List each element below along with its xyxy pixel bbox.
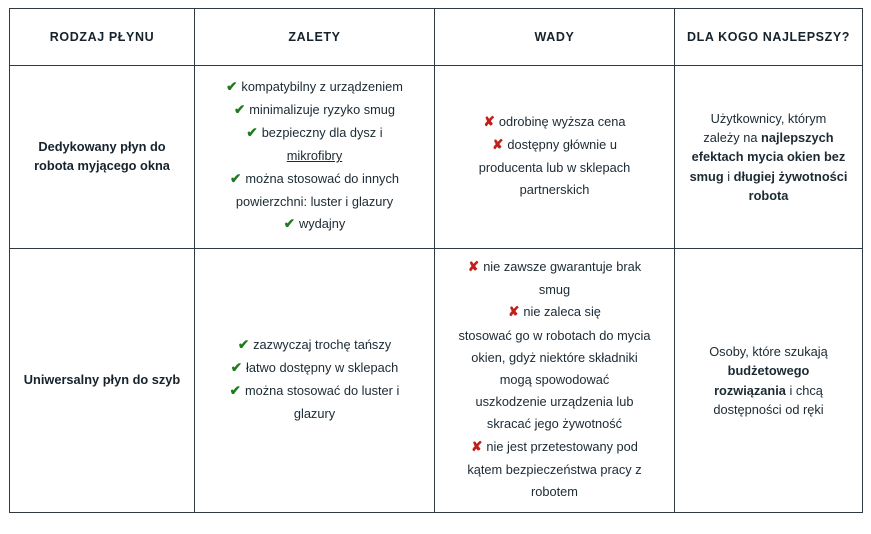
check-icon: ✔	[229, 383, 241, 399]
row-label-line1: Uniwersalny płyn do szyb	[23, 372, 181, 388]
row-label-line1: Dedykowany płyn do	[38, 139, 166, 155]
list-item-continuation: robotem	[531, 484, 578, 500]
row-label-line2: robota myjącego okna	[34, 158, 170, 173]
table-header	[10, 9, 863, 66]
audience-bold1: najlepszych	[761, 130, 834, 146]
list-item-continuation: okien, gdyż niektóre składniki	[471, 349, 638, 365]
column-header-type: RODZAJ PŁYNU	[10, 9, 195, 66]
list-item: ✔ można stosować do innych	[230, 170, 399, 186]
row-label-universal-fluid	[10, 249, 195, 513]
pros-cell-universal	[195, 249, 435, 513]
list-item-continuation: partnerskich	[519, 182, 590, 198]
list-item-continuation: glazury	[293, 406, 336, 422]
check-icon: ✔	[230, 359, 243, 375]
audience-bold2: rozwiązania	[714, 382, 786, 398]
list-item: ✘ odrobinę wyższa cena	[483, 113, 626, 129]
cross-icon: ✘	[483, 113, 495, 129]
audience-line3: dostępności od ręki	[713, 401, 824, 417]
table-body	[10, 66, 863, 513]
cons-list	[445, 257, 664, 501]
check-icon: ✔	[246, 125, 258, 141]
pros-list	[205, 77, 424, 235]
list-item: ✔ zazwyczaj trochę tańszy	[237, 336, 392, 352]
cross-icon: ✘	[492, 136, 504, 152]
column-header-audience: DLA KOGO NAJLEPSZY?	[675, 9, 863, 66]
cons-cell-universal	[435, 249, 675, 513]
audience-conj: i chcą	[785, 382, 823, 398]
list-item-continuation: skracać jego żywotność	[486, 416, 623, 432]
check-icon: ✔	[233, 101, 246, 117]
audience-bold1: budżetowego	[727, 363, 810, 379]
audience-line2-prefix: zależy na	[703, 130, 762, 146]
audience-line1: Osoby, które szukają	[709, 344, 828, 360]
check-icon: ✔	[226, 78, 238, 94]
list-item-continuation: stosować go w robotach do mycia	[458, 327, 651, 343]
cross-icon: ✘	[467, 259, 480, 274]
table-row	[10, 249, 863, 513]
audience-bold2: efektach mycia okien bez	[691, 149, 846, 165]
list-item-continuation: mikrofibry	[286, 148, 343, 164]
comparison-table	[9, 8, 863, 513]
table-row	[10, 66, 863, 249]
list-item: ✘ nie zawsze gwarantuje brak	[467, 259, 642, 274]
check-icon: ✔	[237, 336, 250, 352]
list-item-continuation: mogą spowodować	[499, 372, 610, 388]
list-item-continuation: smug	[538, 282, 571, 298]
column-header-pros: ZALETY	[195, 9, 435, 66]
list-item-continuation: uszkodzenie urządzenia lub	[475, 394, 634, 410]
list-item: ✔ łatwo dostępny w sklepach	[230, 359, 399, 375]
header-row	[10, 9, 863, 66]
audience-bold3: długiej żywotności	[733, 168, 848, 184]
cons-list	[445, 112, 664, 200]
pros-cell-dedicated	[195, 66, 435, 249]
comparison-sheet	[0, 8, 871, 534]
audience-bold-smug: smug	[689, 168, 724, 184]
list-item-continuation: powierzchni: luster i glazury	[235, 193, 394, 209]
list-item: ✔ można stosować do luster i	[229, 383, 400, 399]
row-label-dedicated-fluid	[10, 66, 195, 249]
list-item: ✔ wydajny	[283, 216, 346, 232]
list-item: ✔ kompatybilny z urządzeniem	[226, 78, 403, 94]
audience-conj: i	[723, 168, 734, 184]
pros-list	[205, 335, 424, 424]
list-item: ✘ dostępny głównie u	[492, 136, 617, 152]
cross-icon: ✘	[471, 438, 483, 454]
list-item: ✔ minimalizuje ryzyko smug	[233, 101, 396, 117]
cross-icon: ✘	[508, 304, 520, 320]
list-item-continuation: producenta lub w sklepach	[478, 160, 631, 176]
cons-cell-dedicated	[435, 66, 675, 249]
audience-cell-universal	[675, 249, 863, 513]
list-item: ✘ nie jest przetestowany pod	[471, 438, 638, 454]
audience-line1: Użytkownicy, którym	[710, 111, 827, 127]
check-icon: ✔	[283, 216, 296, 232]
audience-bold4: robota	[748, 187, 789, 203]
check-icon: ✔	[230, 170, 242, 186]
list-item: ✔ bezpieczny dla dysz i	[246, 125, 383, 141]
list-item-continuation: kątem bezpieczeństwa pracy z	[467, 461, 642, 477]
list-item: ✘ nie zaleca się	[508, 304, 601, 320]
audience-cell-dedicated	[675, 66, 863, 249]
column-header-cons: WADY	[435, 9, 675, 66]
